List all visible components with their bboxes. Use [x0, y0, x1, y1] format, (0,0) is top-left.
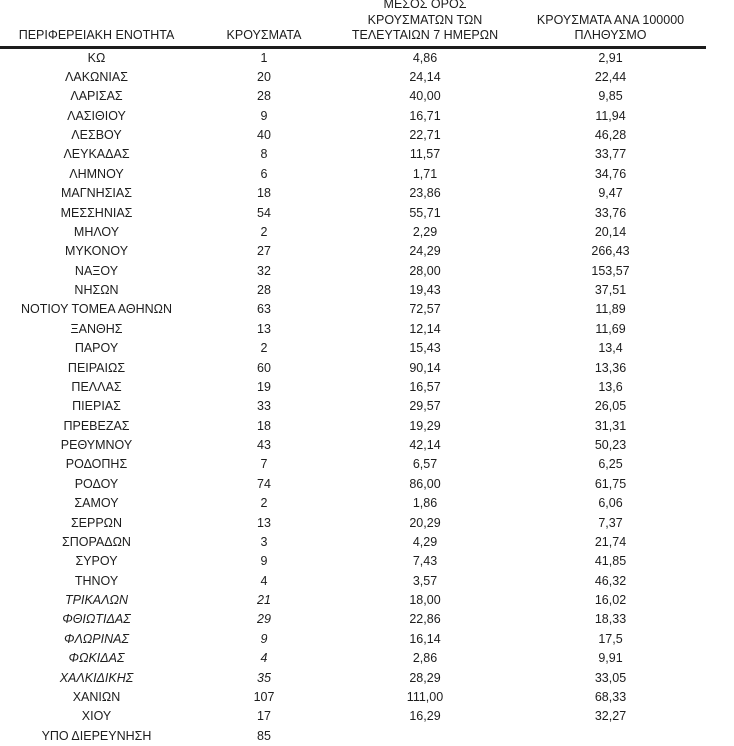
cell-avg7: 4,86	[412, 50, 438, 65]
cell-avg7: 111,00	[406, 689, 444, 704]
cell-avg7: 40,00	[409, 89, 441, 104]
cell-cases: 17	[257, 709, 271, 724]
table-row	[0, 494, 706, 513]
cell-region-name: ΠΙΕΡΙΑΣ	[72, 399, 121, 414]
cell-region-name: ΞΑΝΘΗΣ	[70, 321, 123, 336]
cell-avg7: 29,57	[409, 399, 441, 414]
cell-cases: 7	[260, 457, 268, 472]
cell-cases: 2	[260, 341, 268, 356]
table-row	[0, 242, 706, 261]
cell-region-name: ΠΕΙΡΑΙΩΣ	[67, 360, 126, 375]
table-row	[0, 126, 706, 145]
cell-avg7: 24,14	[409, 69, 441, 84]
cell-per100k: 17,5	[598, 631, 623, 646]
cell-region-name: ΝΟΤΙΟΥ ΤΟΜΕΑ ΑΘΗΝΩΝ	[20, 302, 173, 317]
table-row	[0, 514, 706, 533]
cell-cases: 29	[257, 612, 271, 627]
table-row	[0, 397, 706, 416]
cell-per100k: 9,91	[598, 651, 623, 666]
cell-per100k: 11,94	[595, 108, 626, 123]
table-row	[0, 727, 706, 746]
cell-avg7: 16,29	[409, 709, 441, 724]
cell-cases: 74	[257, 476, 271, 491]
cell-avg7: 55,71	[409, 205, 441, 220]
cell-per100k: 22,44	[594, 69, 627, 84]
cell-cases: 21	[257, 593, 271, 607]
cell-cases: 60	[257, 360, 271, 375]
table-row	[0, 204, 706, 223]
cell-per100k: 33,05	[594, 670, 627, 685]
cell-per100k: 21,74	[594, 534, 627, 549]
cell-per100k: 32,27	[594, 709, 627, 724]
cell-avg7: 2,29	[412, 224, 438, 239]
cell-cases: 4	[260, 573, 268, 588]
cell-cases: 28	[257, 89, 271, 104]
cell-avg7: 86,00	[409, 476, 441, 491]
table-row	[0, 262, 706, 281]
table-row	[0, 145, 706, 164]
cell-per100k: 6,06	[598, 496, 623, 511]
cell-cases: 35	[257, 670, 271, 685]
cell-cases: 9	[260, 108, 268, 123]
column-header-label: ΚΡΟΥΣΜΑΤΑ	[226, 28, 302, 42]
cell-avg7: 18,00	[409, 593, 441, 607]
table-row	[0, 223, 706, 242]
cell-avg7: 22,86	[409, 612, 441, 627]
cell-avg7: 12,14	[409, 321, 441, 336]
cell-per100k: 18,33	[594, 612, 627, 627]
cell-per100k: 34,76	[594, 166, 627, 181]
cell-region-name: ΜΕΣΣΗΝΙΑΣ	[60, 205, 133, 220]
cell-region-name: ΡΕΘΥΜΝΟΥ	[60, 438, 133, 452]
column-header-regional-unit	[0, 28, 193, 44]
cell-per100k: 20,14	[594, 224, 627, 239]
cell-avg7: 16,71	[409, 108, 441, 123]
cell-cases: 63	[257, 302, 271, 317]
cell-cases: 8	[260, 147, 268, 162]
table-row	[0, 165, 706, 184]
table-header-row	[0, 0, 706, 49]
table-row	[0, 649, 706, 668]
cell-region-name: ΣΠΟΡΑΔΩΝ	[62, 534, 131, 549]
cell-per100k: 16,02	[594, 593, 627, 607]
table-row	[0, 87, 706, 106]
cell-region-name: ΛΑΡΙΣΑΣ	[70, 89, 123, 104]
cell-avg7: 90,14	[409, 360, 441, 375]
cell-avg7: 4,29	[412, 534, 438, 549]
table-row	[0, 475, 706, 494]
cell-per100k: 11,89	[595, 302, 626, 317]
cell-avg7: 3,57	[412, 573, 438, 588]
cell-region-name: ΧΑΝΙΩΝ	[72, 689, 121, 704]
cell-region-name: ΡΟΔΟΥ	[74, 476, 119, 491]
column-header-label: ΠΕΡΙΦΕΡΕΙΑΚΗ ΕΝΟΤΗΤΑ	[18, 28, 175, 42]
cell-per100k: 37,51	[594, 283, 627, 297]
table-row	[0, 320, 706, 339]
cell-per100k: 13,4	[598, 341, 623, 356]
cell-cases: 32	[257, 263, 271, 278]
cell-per100k: 31,31	[594, 418, 627, 433]
table-body	[0, 49, 706, 746]
cell-region-name: ΠΡΕΒΕΖΑΣ	[63, 418, 130, 433]
column-header-7day-average	[335, 0, 515, 44]
cell-region-name: ΥΠΟ ΔΙΕΡΕΥΝΗΣΗ	[41, 728, 152, 743]
cell-cases: 13	[257, 515, 271, 530]
cell-cases: 6	[260, 166, 268, 181]
cell-avg7: 23,86	[409, 186, 441, 201]
cell-region-name: ΦΘΙΩΤΙΔΑΣ	[62, 612, 131, 627]
cell-cases: 2	[260, 224, 268, 239]
cell-per100k: 11,69	[595, 321, 626, 336]
cell-region-name: ΜΑΓΝΗΣΙΑΣ	[61, 186, 132, 201]
cell-region-name: ΧΙΟΥ	[81, 709, 112, 724]
cell-cases: 18	[257, 418, 271, 433]
cell-region-name: ΝΗΣΩΝ	[74, 283, 119, 297]
cell-region-name: ΚΩ	[87, 50, 106, 65]
cell-avg7: 22,71	[409, 128, 441, 142]
cell-per100k: 7,37	[598, 515, 623, 530]
cell-per100k: 68,33	[594, 689, 627, 704]
cell-per100k: 61,75	[594, 476, 627, 491]
column-header-label-line: ΚΡΟΥΣΜΑΤΩΝ ΤΩΝ	[367, 12, 483, 27]
cell-per100k: 50,23	[594, 438, 627, 452]
cell-cases: 43	[257, 438, 271, 452]
cell-cases: 107	[253, 689, 275, 704]
cell-region-name: ΣΥΡΟΥ	[75, 554, 118, 569]
cell-region-name: ΦΛΩΡΙΝΑΣ	[64, 631, 129, 646]
cell-region-name: ΛΗΜΝΟΥ	[69, 166, 124, 181]
cell-cases: 33	[257, 399, 271, 414]
cell-cases: 13	[257, 321, 271, 336]
table-row	[0, 436, 706, 455]
table-row	[0, 417, 706, 436]
table-row	[0, 339, 706, 358]
cell-cases: 20	[257, 69, 271, 84]
table-row	[0, 610, 706, 629]
table-row	[0, 455, 706, 474]
cell-cases: 40	[257, 128, 271, 142]
cell-avg7: 1,71	[412, 166, 438, 181]
table-row	[0, 669, 706, 688]
cell-per100k: 13,36	[594, 360, 627, 375]
column-header-cases	[193, 28, 335, 44]
cell-avg7: 20,29	[409, 515, 441, 530]
cell-avg7: 28,00	[409, 263, 441, 278]
cell-cases: 54	[257, 205, 271, 220]
cell-per100k: 33,76	[594, 205, 627, 220]
cell-avg7: 15,43	[409, 341, 441, 356]
table-row	[0, 707, 706, 726]
cell-per100k: 13,6	[598, 379, 623, 394]
cell-avg7: 2,86	[412, 651, 438, 666]
cell-region-name: ΜΥΚΟΝΟΥ	[64, 244, 129, 259]
cell-per100k: 33,77	[594, 147, 627, 162]
cell-cases: 1	[260, 50, 268, 65]
cell-avg7: 16,57	[409, 379, 441, 394]
table-row	[0, 533, 706, 552]
cell-cases: 28	[257, 283, 271, 297]
cell-cases: 19	[257, 379, 271, 394]
column-header-label-line: ΠΛΗΘΥΣΜΟ	[574, 28, 647, 42]
cell-region-name: ΦΩΚΙΔΑΣ	[68, 651, 125, 666]
cell-avg7: 11,57	[409, 147, 441, 162]
cell-cases: 4	[260, 651, 268, 666]
cell-region-name: ΣΑΜΟΥ	[74, 496, 119, 511]
table-row	[0, 68, 706, 87]
table-row	[0, 591, 706, 610]
cell-avg7: 42,14	[409, 438, 441, 452]
cell-avg7: 72,57	[409, 302, 441, 317]
table-row	[0, 378, 706, 397]
cell-avg7: 19,43	[409, 283, 441, 297]
table-row	[0, 281, 706, 300]
table-row	[0, 300, 706, 319]
table-row	[0, 49, 706, 68]
cell-avg7: 19,29	[409, 418, 441, 433]
cell-region-name: ΤΗΝΟΥ	[74, 573, 119, 588]
cell-avg7: 7,43	[412, 554, 438, 569]
cell-region-name: ΣΕΡΡΩΝ	[70, 515, 123, 530]
cell-region-name: ΝΑΞΟΥ	[74, 263, 119, 278]
cell-per100k: 9,47	[598, 186, 623, 201]
cell-cases: 27	[257, 244, 271, 259]
cell-region-name: ΤΡΙΚΑΛΩΝ	[65, 593, 128, 607]
cell-per100k: 41,85	[594, 554, 627, 569]
cell-cases: 3	[260, 534, 268, 549]
cell-region-name: ΛΕΣΒΟΥ	[71, 128, 122, 142]
cell-cases: 9	[260, 554, 268, 569]
table-row	[0, 572, 706, 591]
cell-region-name: ΧΑΛΚΙΔΙΚΗΣ	[59, 670, 134, 685]
cell-cases: 9	[260, 631, 268, 646]
column-header-label-line: ΤΕΛΕΥΤΑΙΩΝ 7 ΗΜΕΡΩΝ	[351, 28, 499, 42]
cell-per100k: 9,85	[598, 89, 623, 104]
cell-cases: 2	[260, 496, 268, 511]
cell-per100k: 153,57	[591, 263, 630, 278]
cell-avg7: 28,29	[409, 670, 441, 685]
cell-per100k: 26,05	[594, 399, 627, 414]
table-row	[0, 359, 706, 378]
cell-per100k: 6,25	[598, 457, 623, 472]
cell-cases: 85	[257, 728, 271, 743]
cell-region-name: ΛΕΥΚΑΔΑΣ	[63, 147, 130, 162]
column-header-cases-per-100000	[515, 13, 706, 44]
cell-region-name: ΜΗΛΟΥ	[73, 224, 120, 239]
cell-per100k: 46,32	[594, 573, 627, 588]
cell-per100k: 46,28	[594, 128, 627, 142]
column-header-label-line: ΚΡΟΥΣΜΑΤΑ ΑΝΑ 100000	[536, 12, 685, 27]
cell-avg7: 6,57	[412, 457, 438, 472]
cell-per100k: 2,91	[598, 50, 623, 65]
cell-cases: 18	[257, 186, 271, 201]
cell-region-name: ΠΑΡΟΥ	[74, 341, 119, 356]
cell-region-name: ΛΑΚΩΝΙΑΣ	[65, 69, 128, 84]
table-row	[0, 552, 706, 571]
cell-region-name: ΛΑΣΙΘΙΟΥ	[67, 108, 126, 123]
table-row	[0, 107, 706, 126]
cell-region-name: ΠΕΛΛΑΣ	[71, 379, 122, 394]
cell-per100k: 266,43	[591, 244, 630, 259]
table-row	[0, 630, 706, 649]
cell-region-name: ΡΟΔΟΠΗΣ	[65, 457, 128, 472]
table-row	[0, 184, 706, 203]
cell-avg7: 16,14	[409, 631, 441, 646]
cell-avg7: 1,86	[412, 496, 438, 511]
table-row	[0, 688, 706, 707]
cell-avg7: 24,29	[409, 244, 441, 259]
column-header-label-line: ΜΕΣΟΣ ΟΡΟΣ	[383, 0, 467, 11]
